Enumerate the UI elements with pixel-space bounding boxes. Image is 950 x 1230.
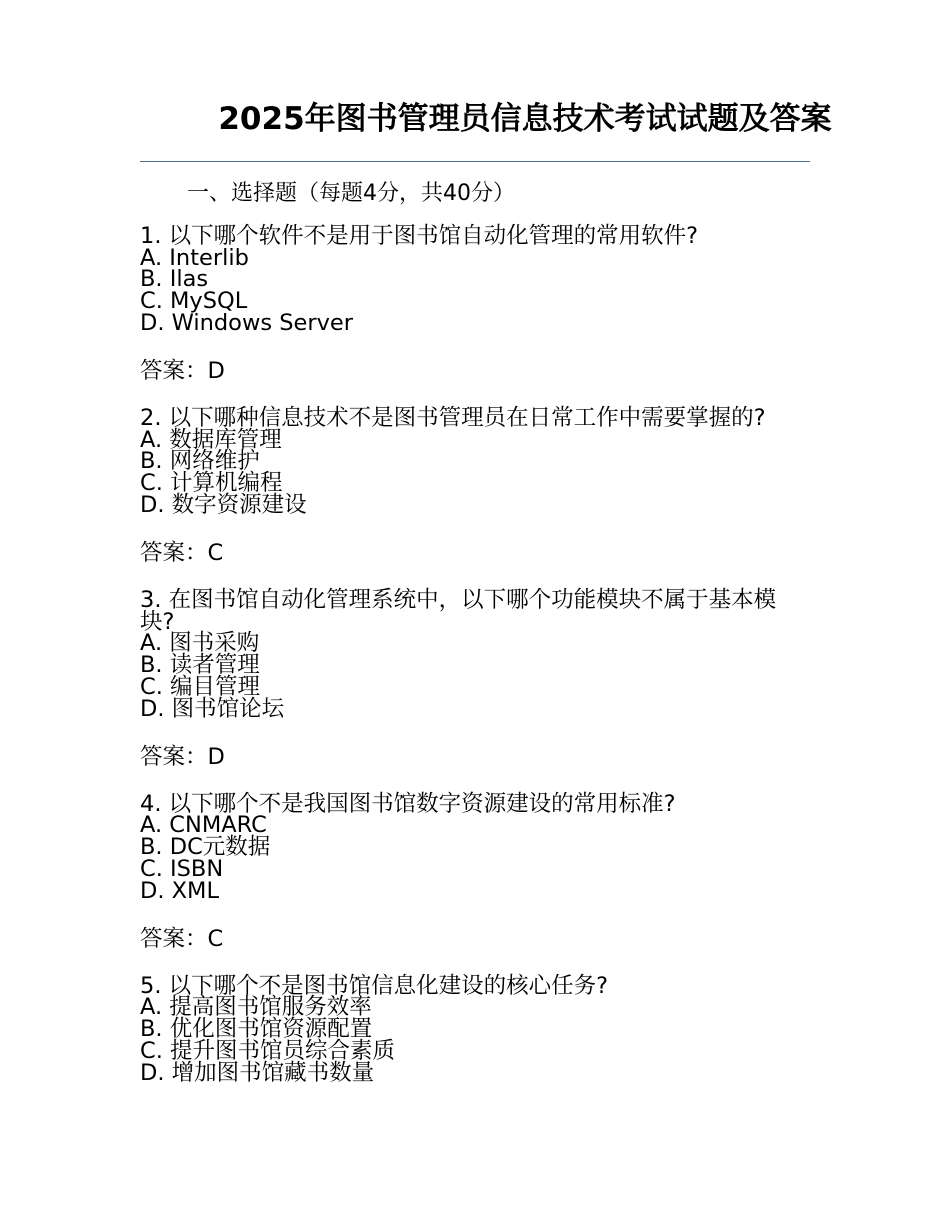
option-c: C. ISBN [140,855,224,882]
answer-4: 答案：C [140,925,224,952]
option-d: D. XML [140,877,219,904]
question-4 [140,790,810,904]
option-a: A. Interlib [140,244,249,271]
question-text: 1. 以下哪个软件不是用于图书馆自动化管理的常用软件? [140,223,699,249]
option-b: B. DC元数据 [140,834,271,861]
option-b: B. 读者管理 [140,652,260,679]
question-text: 2. 以下哪种信息技术不是图书管理员在日常工作中需要掌握的? [140,405,766,432]
question-1 [140,223,810,336]
question-text: 4. 以下哪个不是我国图书馆数字资源建设的常用标准? [140,790,676,817]
option-d: D. Windows Server [140,309,354,336]
option-a: A. CNMARC [140,812,267,839]
question-5 [140,972,810,1086]
option-c: C. MySQL [140,288,248,315]
option-c: C. 编目管理 [140,673,261,700]
question-text: 3. 在图书馆自动化管理系统中，以下哪个功能模块不属于基本模块? [140,587,777,635]
option-a: A. 图书采购 [140,630,260,657]
answer-3: 答案：D [140,743,225,770]
option-b: B. Ilas [140,266,209,293]
question-2 [140,405,810,518]
question-list [140,223,810,1106]
option-c: C. 计算机编程 [140,470,283,497]
option-b: B. 优化图书馆资源配置 [140,1016,373,1043]
answer-2: 答案：C [140,540,224,567]
question-3 [140,587,810,722]
title-underline [140,161,810,162]
option-d: D. 增加图书馆藏书数量 [140,1059,375,1086]
section-heading: 一、选择题（每题4分，共40分） [187,181,515,206]
document-title: 2025年图书管理员信息技术考试试题及答案 [218,101,832,137]
option-d: D. 数字资源建设 [140,491,307,518]
option-b: B. 网络维护 [140,448,260,475]
answer-1: 答案：D [140,358,225,385]
question-text: 5. 以下哪个不是图书馆信息化建设的核心任务? [140,972,609,999]
option-a: A. 数据库管理 [140,426,282,453]
option-d: D. 图书馆论坛 [140,695,285,722]
option-a: A. 提高图书馆服务效率 [140,994,372,1021]
option-c: C. 提升图书馆员综合素质 [140,1037,396,1064]
